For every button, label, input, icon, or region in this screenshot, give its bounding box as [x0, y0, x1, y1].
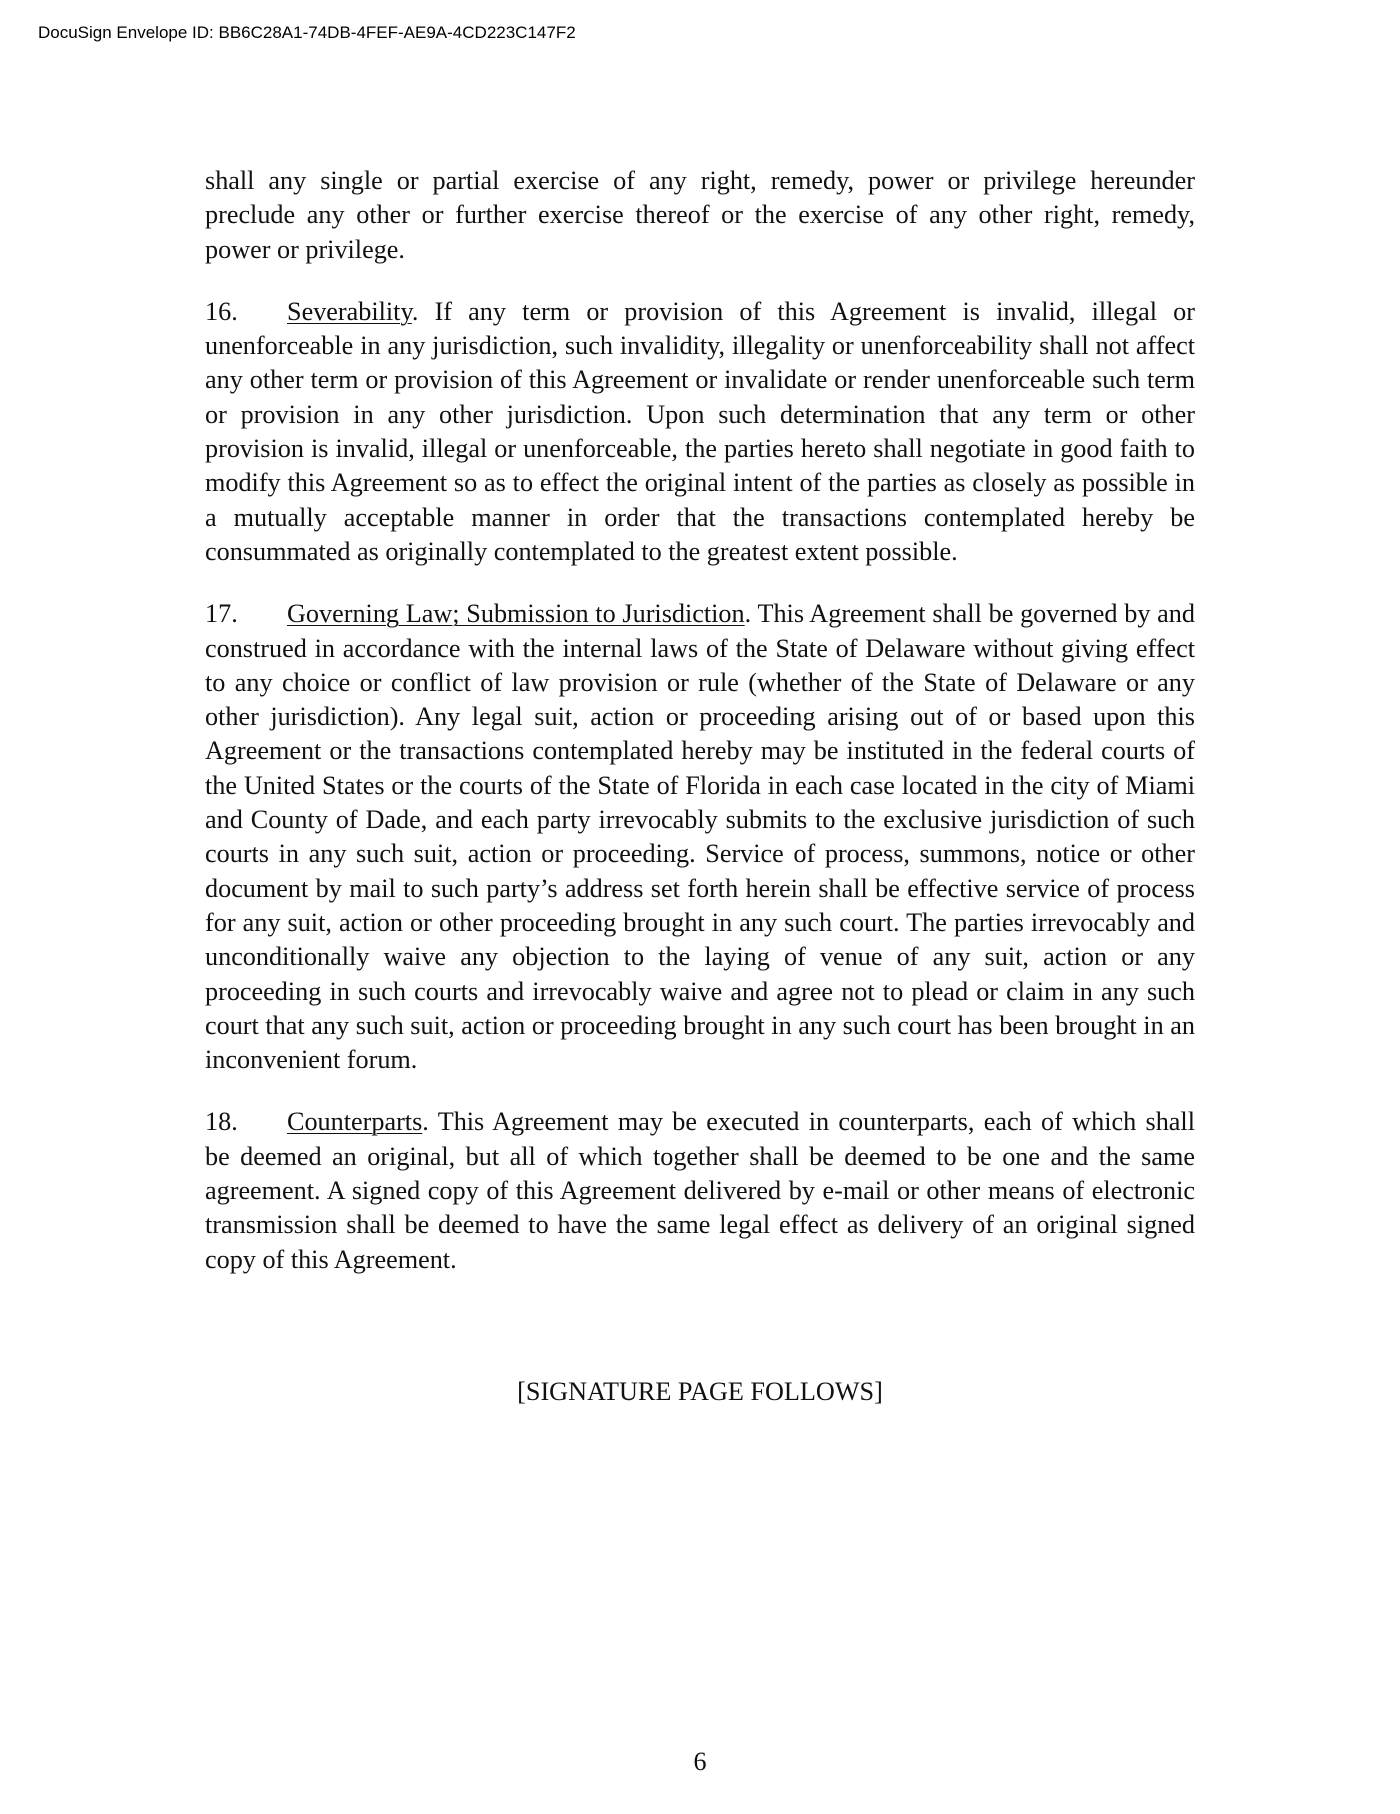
section-heading: Counterparts — [287, 1107, 423, 1137]
section-severability — [205, 295, 1195, 569]
section-governing-law — [205, 597, 1195, 1077]
section-body: . If any term or provision of this Agreement is invalid, illegal or unenforceable in any jurisdiction, such invalidity, illegality or unenforceability shall not affect any other term or provision of this Agreement or invalidate or render unenforceable such term or provision in any other jurisdiction. Upon such determination that any term or other provision is invalid, illegal or unenforceable, the parties hereto shall negotiate in good faith to modify this Agreement so as to effect the original intent of the parties as closely as possible in a mutually acceptable manner in order that the transactions contemplated hereby be consummated as originally contemplated to the greatest extent possible. — [205, 296, 1195, 566]
section-body: . This Agreement shall be governed by and construed in accordance with the internal laws of the State of Delaware without giving effect to any choice or conflict of law provision or rule (whether of the State of Delaware or any other jurisdiction). Any legal suit, action or proceeding arising out of or based upon this Agreement or the transactions contemplated hereby may be instituted in the federal courts of the United States or the courts of the State of Florida in each case located in the city of Miami and County of Dade, and each party irrevocably submits to the exclusive jurisdiction of such courts in any such suit, action or proceeding. Service of process, summons, notice or other document by mail to such party’s address set forth herein shall be effective service of process for any suit, action or other proceeding brought in any such court. The parties irrevocably and unconditionally waive any objection to the laying of venue of any suit, action or any proceeding in such courts and irrevocably waive and agree not to plead or claim in any such court that any such suit, action or proceeding brought in any such court has been brought in an inconvenient forum. — [205, 599, 1195, 1075]
docusign-envelope-id: DocuSign Envelope ID: BB6C28A1-74DB-4FEF-AE9A-4CD223C147F2 — [38, 23, 576, 42]
signature-page-notice: [SIGNATURE PAGE FOLLOWS] — [517, 1377, 883, 1406]
document-body — [205, 164, 1195, 1305]
section-number: 17. — [205, 599, 238, 629]
section-number: 18. — [205, 1107, 238, 1137]
section-heading: Severability — [287, 296, 412, 326]
section-body: . This Agreement may be executed in counterparts, each of which shall be deemed an original, but all of which together shall be deemed to be one and the same agreement. A signed copy of this Agreement delivered by e-mail or other means of electronic transmission shall be deemed to have the same legal effect as delivery of an original signed copy of this Agreement. — [205, 1107, 1195, 1274]
continuation-paragraph: shall any single or partial exercise of any right, remedy, power or privilege hereunder preclude any other or further exercise thereof or the exercise of any other right, remedy, power or privilege. — [205, 166, 1195, 264]
section-number: 16. — [205, 296, 238, 326]
page-number: 6 — [693, 1747, 707, 1776]
section-counterparts — [205, 1105, 1195, 1276]
section-heading: Governing Law; Submission to Jurisdiction — [287, 599, 745, 629]
